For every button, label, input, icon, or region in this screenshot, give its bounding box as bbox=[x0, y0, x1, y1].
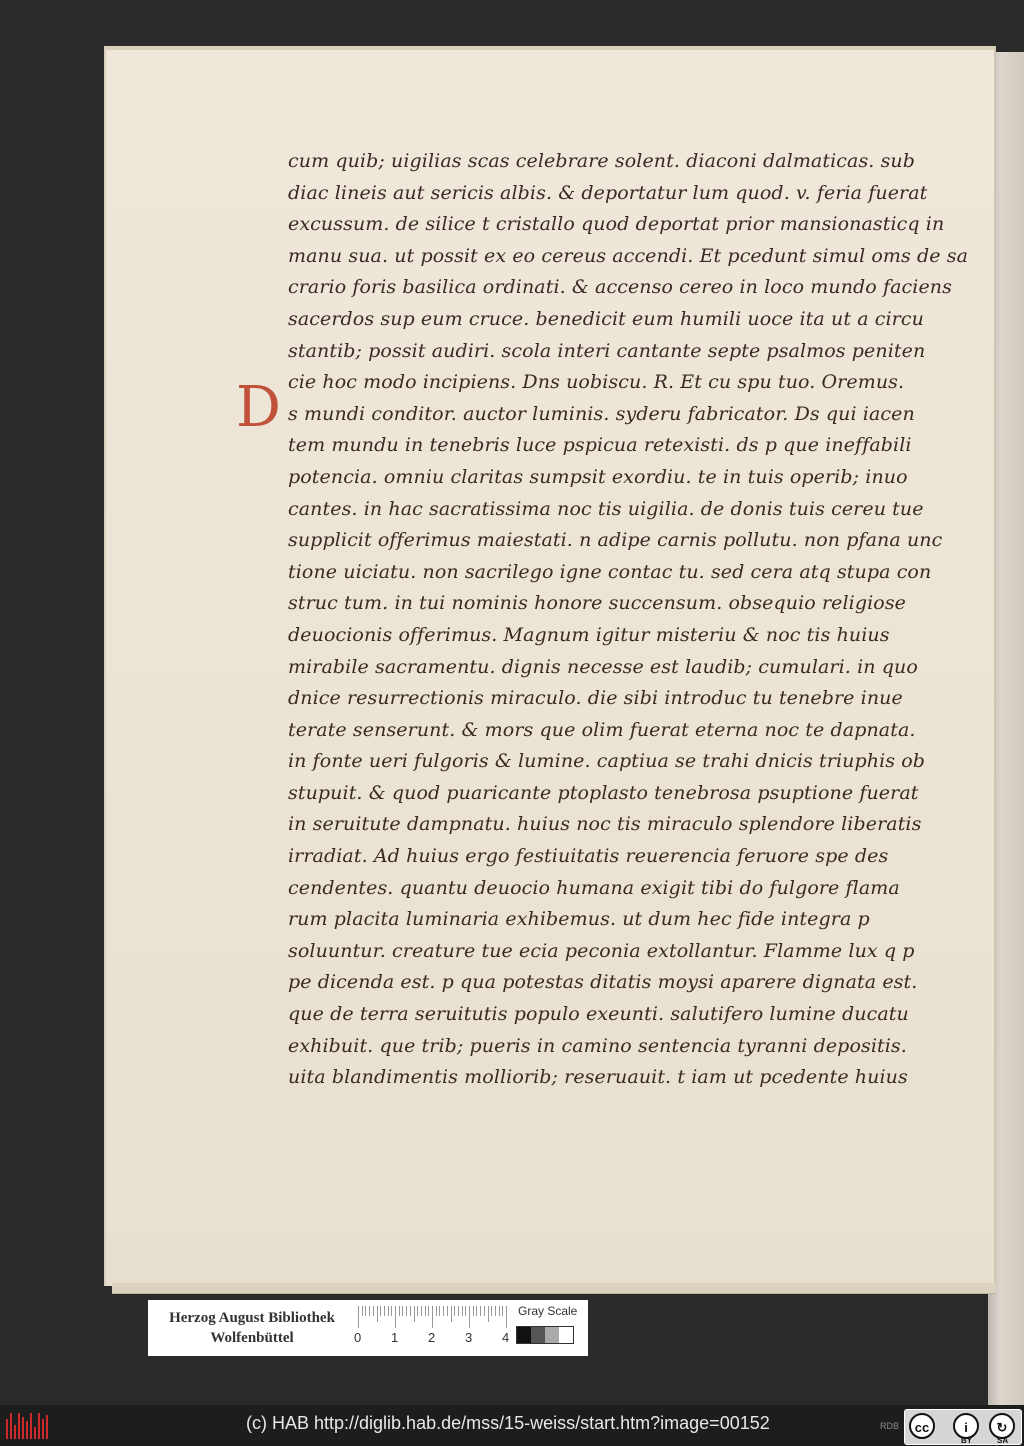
barcode-bar bbox=[30, 1413, 32, 1439]
manuscript-line: dnice resurrectionis miraculo. die sibi introduc tu tenebre inue bbox=[288, 687, 903, 710]
barcode-bar bbox=[46, 1415, 48, 1439]
barcode-bar bbox=[22, 1417, 24, 1439]
manuscript-line: in fonte ueri fulgoris & lumine. captiua se trahi dnicis triuphis ob bbox=[288, 750, 926, 773]
ruler-label: 0 bbox=[354, 1330, 362, 1345]
manuscript-line: cantes. in hac sacratissima noc tis uigilia. de donis tuis cereu tue bbox=[288, 497, 924, 520]
ruler-tick bbox=[391, 1306, 392, 1316]
cc-license-badge[interactable] bbox=[904, 1409, 1022, 1445]
ruler-tick bbox=[499, 1306, 500, 1316]
barcode-bar bbox=[18, 1413, 20, 1439]
ruler-tick bbox=[502, 1306, 503, 1316]
ruler-tick bbox=[443, 1306, 444, 1316]
gray-scale-label: Gray Scale bbox=[518, 1304, 578, 1318]
manuscript-line: supplicit offerimus maiestati. n adipe carnis pollutu. non pfana unc bbox=[288, 529, 943, 552]
ruler-tick bbox=[414, 1306, 415, 1322]
institution-line-2: Wolfenbüttel bbox=[210, 1330, 294, 1346]
ruler-tick bbox=[384, 1306, 385, 1316]
ruler-tick bbox=[436, 1306, 437, 1316]
cc-sa-label: SA bbox=[997, 1436, 1009, 1445]
barcode-bar bbox=[34, 1427, 36, 1439]
manuscript-line: cum quib; uigilias scas celebrare solent. diaconi dalmaticas. sub bbox=[288, 150, 916, 172]
ruler-label: 1 bbox=[391, 1330, 399, 1345]
manuscript-line: uita blandimentis molliorib; reseruauit. t iam ut pcedente huius bbox=[288, 1066, 908, 1089]
manuscript-line: struc tum. in tui nominis honore succensum. obsequio religiose bbox=[288, 592, 907, 615]
gray-scale-swatch bbox=[516, 1326, 574, 1344]
ruler-tick bbox=[451, 1306, 452, 1322]
ruler-label: 4 bbox=[502, 1330, 510, 1345]
manuscript-line: potencia. omniu claritas sumpsit exordiu. te in tuis operib; inuo bbox=[288, 465, 908, 488]
ruler-label: 3 bbox=[465, 1330, 473, 1345]
ruler-tick bbox=[447, 1306, 448, 1316]
manuscript-line: excussum. de silice t cristallo quod deportat prior mansionasticq in bbox=[288, 213, 945, 236]
ruler-tick bbox=[402, 1306, 403, 1316]
ruler-tick bbox=[462, 1306, 463, 1316]
manuscript-line: terate senserunt. & mors que olim fuerat eterna noc te dapnata. bbox=[288, 718, 916, 741]
ruler-tick bbox=[410, 1306, 411, 1316]
manuscript-line: stupuit. & quod puaricante ptoplasto tenebrosa psuptione fuerat bbox=[288, 781, 919, 804]
manuscript-line: tem mundu in tenebris luce pspicua retexisti. ds p que ineffabili bbox=[288, 434, 912, 457]
scale-ruler bbox=[358, 1306, 508, 1330]
manuscript-line: soluuntur. creature tue ecia peconia extollantur. Flamme lux q p bbox=[288, 939, 915, 962]
ruler-tick bbox=[406, 1306, 407, 1316]
attribution-icon: i bbox=[953, 1413, 979, 1439]
ruler-tick bbox=[488, 1306, 489, 1322]
manuscript-line: crario foris basilica ordinati. & accenso cereo in loco mundo faciens bbox=[288, 276, 952, 299]
manuscript-line: manu sua. ut possit ex eo cereus accendi. Et pcedunt simul oms de sa bbox=[288, 244, 969, 267]
ruler-tick bbox=[484, 1306, 485, 1316]
ruler-tick bbox=[358, 1306, 359, 1328]
ruler-tick bbox=[428, 1306, 429, 1316]
footer-small-label: RDB bbox=[880, 1421, 900, 1431]
ruler-tick bbox=[506, 1306, 507, 1328]
ruler-tick bbox=[395, 1306, 396, 1328]
institution-name bbox=[154, 1308, 350, 1348]
barcode-bar bbox=[6, 1419, 8, 1439]
manuscript-line: s mundi conditor. auctor luminis. syderu fabricator. Ds qui iacen bbox=[288, 402, 915, 425]
ruler-tick bbox=[439, 1306, 440, 1316]
reference-card bbox=[148, 1300, 588, 1356]
institution-line-1: Herzog August Bibliothek bbox=[169, 1310, 335, 1326]
manuscript-text bbox=[288, 146, 978, 1094]
ruler-tick bbox=[491, 1306, 492, 1316]
barcode-bar bbox=[42, 1419, 44, 1439]
ruler-tick bbox=[465, 1306, 466, 1316]
viewer-footer bbox=[0, 1405, 1024, 1446]
decorated-initial: D bbox=[236, 375, 281, 440]
manuscript-line: stantib; possit audiri. scola interi cantante septe psalmos peniten bbox=[288, 339, 926, 362]
barcode-bar bbox=[26, 1421, 28, 1439]
manuscript-line: in seruitute dampnatu. huius noc tis miraculo splendore liberatis bbox=[288, 813, 922, 836]
manuscript-line: exhibuit. que trib; pueris in camino sentencia tyranni depositis. bbox=[288, 1034, 907, 1057]
share-alike-icon: ↻ bbox=[989, 1413, 1015, 1439]
scale-ruler-labels bbox=[354, 1330, 524, 1348]
cc-icon: cc bbox=[909, 1413, 935, 1439]
manuscript-line: pe dicenda est. p qua potestas ditatis moysi aparere dignata est. bbox=[288, 971, 918, 994]
manuscript-line: cie hoc modo incipiens. Dns uobiscu. R. Et cu spu tuo. Oremus. bbox=[288, 371, 905, 394]
ruler-tick bbox=[417, 1306, 418, 1316]
ruler-tick bbox=[421, 1306, 422, 1316]
ruler-tick bbox=[380, 1306, 381, 1316]
cc-by-label: BY bbox=[961, 1436, 973, 1445]
ruler-tick bbox=[369, 1306, 370, 1316]
ruler-tick bbox=[365, 1306, 366, 1316]
library-barcode-logo bbox=[6, 1413, 48, 1439]
ruler-tick bbox=[432, 1306, 433, 1328]
ruler-label: 2 bbox=[428, 1330, 436, 1345]
ruler-tick bbox=[495, 1306, 496, 1316]
manuscript-line: cendentes. quantu deuocio humana exigit tibi do fulgore flama bbox=[288, 876, 900, 899]
ruler-tick bbox=[388, 1306, 389, 1316]
ruler-tick bbox=[399, 1306, 400, 1316]
source-citation: (c) HAB http://diglib.hab.de/mss/15-weiss/start.htm?image=00152 bbox=[246, 1413, 770, 1433]
manuscript-line: sacerdos sup eum cruce. benedicit eum humili uoce ita ut a circu bbox=[288, 307, 924, 330]
ruler-tick bbox=[362, 1306, 363, 1316]
manuscript-line: rum placita luminaria exhibemus. ut dum hec fide integra p bbox=[288, 908, 870, 931]
ruler-tick bbox=[473, 1306, 474, 1316]
manuscript-line: diac lineis aut sericis albis. & deportatur lum quod. v. feria fuerat bbox=[288, 181, 928, 204]
manuscript-line: tione uiciatu. non sacrilego igne contac tu. sed cera atq stupa con bbox=[288, 560, 932, 583]
manuscript-line: irradiat. Ad huius ergo festiuitatis reuerencia feruore spe des bbox=[288, 845, 889, 868]
barcode-bar bbox=[14, 1425, 16, 1439]
ruler-tick bbox=[425, 1306, 426, 1316]
manuscript-line: mirabile sacramentu. dignis necesse est laudib; cumulari. in quo bbox=[288, 655, 918, 678]
manuscript-line: deuocionis offerimus. Magnum igitur misteriu & noc tis huius bbox=[288, 623, 890, 646]
ruler-tick bbox=[480, 1306, 481, 1316]
ruler-tick bbox=[458, 1306, 459, 1316]
manuscript-line: que de terra seruitutis populo exeunti. salutifero lumine ducatu bbox=[288, 1003, 909, 1026]
barcode-bar bbox=[38, 1413, 40, 1439]
ruler-tick bbox=[454, 1306, 455, 1316]
barcode-bar bbox=[10, 1413, 12, 1439]
ruler-tick bbox=[469, 1306, 470, 1328]
ruler-tick bbox=[373, 1306, 374, 1316]
ruler-tick bbox=[377, 1306, 378, 1322]
ruler-tick bbox=[476, 1306, 477, 1316]
